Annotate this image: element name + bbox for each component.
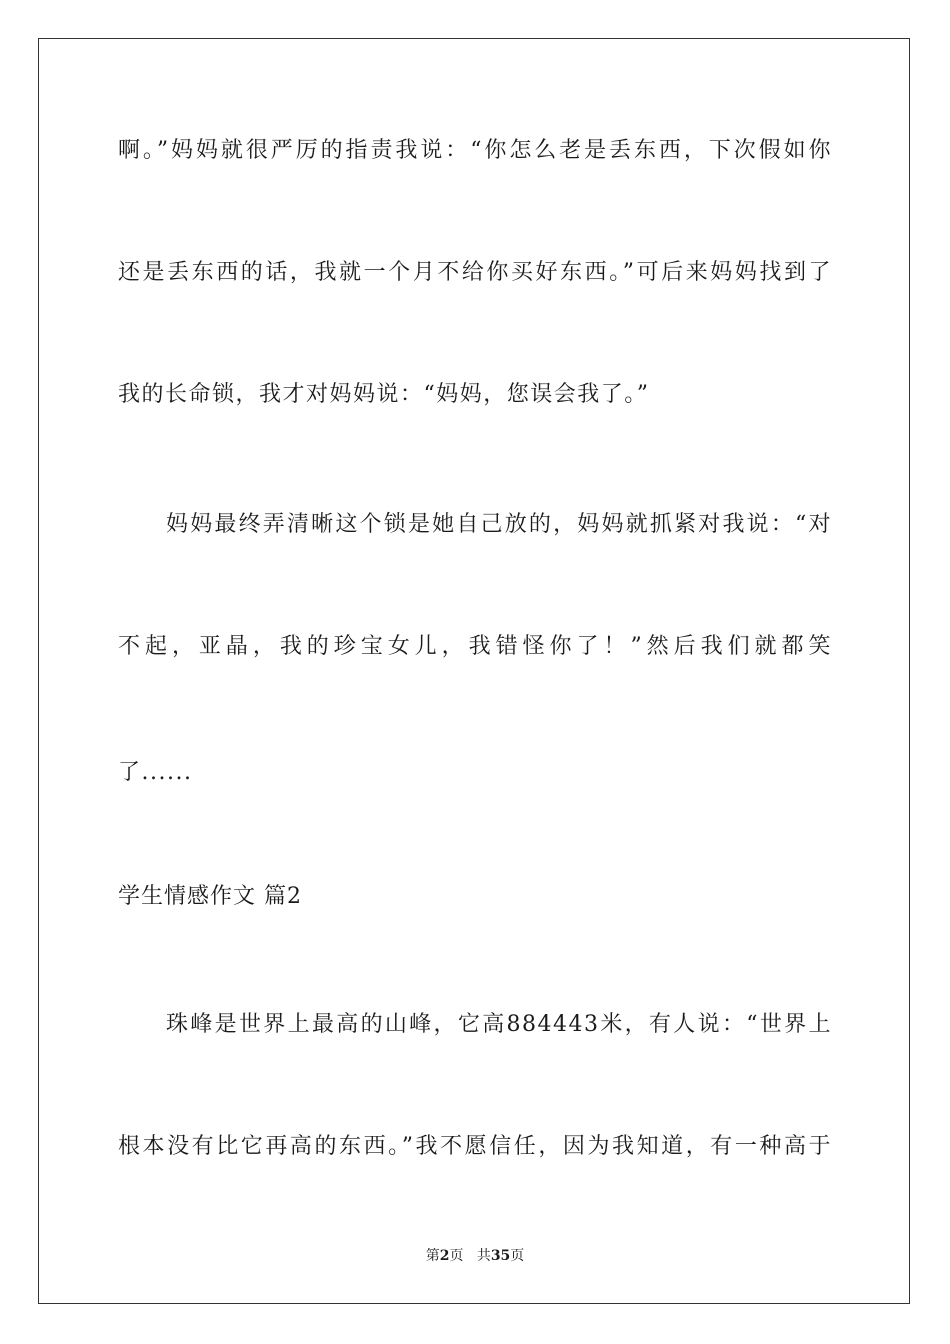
total-prefix: 共 [476, 1248, 491, 1264]
body-line-3: 我的长命锁，我才对妈妈说：“妈妈，您误会我了。” [118, 382, 650, 407]
page-suffix: 页 [449, 1248, 464, 1264]
total-pages: 35 [490, 1248, 511, 1264]
body-line-8: 根本没有比它再高的东西。”我不愿信任，因为我知道，有一种高于 [118, 1134, 832, 1159]
total-suffix: 页 [510, 1248, 525, 1264]
body-line-5: 不起，亚晶，我的珍宝女儿，我错怪你了！”然后我们就都笑 [118, 634, 832, 659]
body-line-4: 妈妈最终弄清晰这个锁是她自己放的，妈妈就抓紧对我说：“对 [166, 512, 832, 537]
body-line-2: 还是丢东西的话，我就一个月不给你买好东西。”可后来妈妈找到了 [118, 260, 832, 285]
section-heading: 学生情感作文 篇2 [118, 884, 302, 909]
body-line-1: 啊。”妈妈就很严厉的指责我说：“你怎么老是丢东西，下次假如你 [118, 138, 832, 163]
page-footer [0, 1246, 950, 1266]
body-line-6: 了...... [118, 760, 193, 785]
body-line-7: 珠峰是世界上最高的山峰，它高884443米，有人说：“世界上 [166, 1012, 832, 1037]
page-number: 2 [439, 1248, 450, 1264]
page-border [38, 38, 910, 1304]
page-prefix: 第 [425, 1248, 440, 1264]
